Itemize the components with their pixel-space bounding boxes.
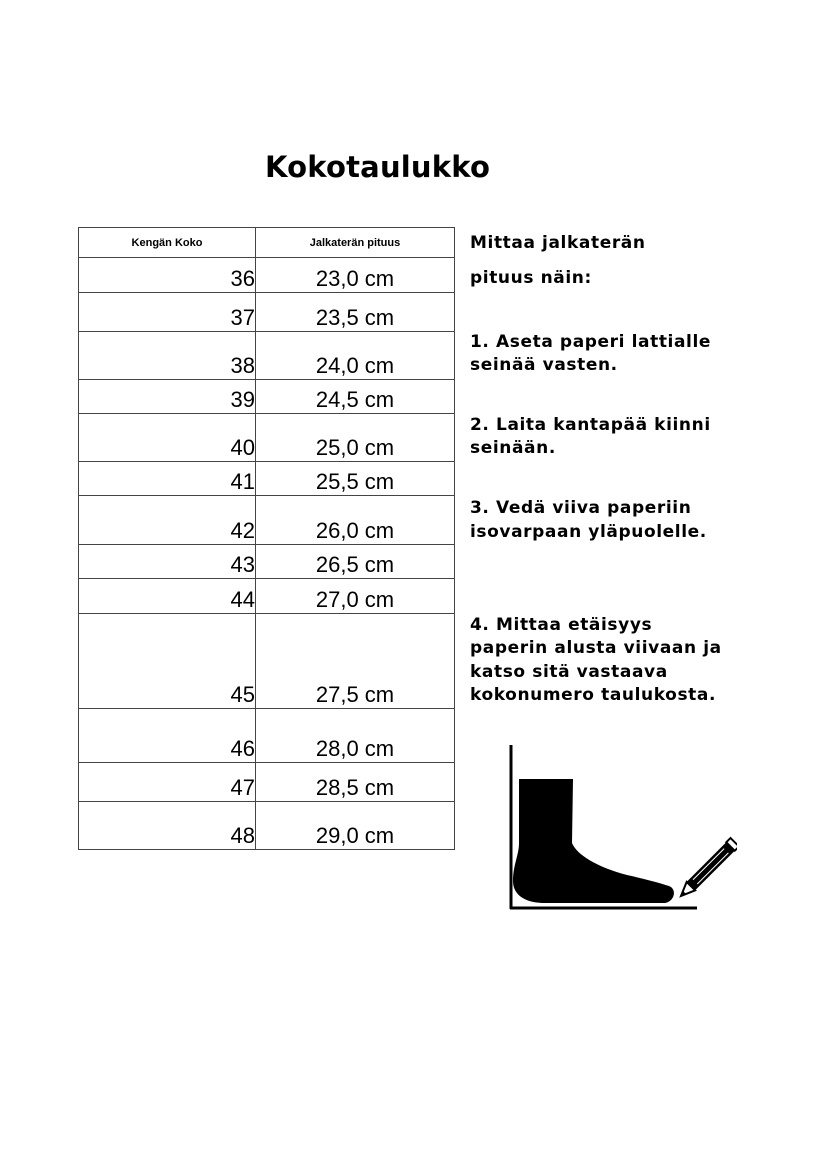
table-row — [79, 496, 455, 545]
foot-length-cell: 28,5 cm — [256, 763, 455, 802]
step-3-line: 3. Vedä viiva paperiin — [470, 498, 692, 518]
shoe-size-cell: 38 — [79, 332, 256, 380]
table-header-row — [79, 228, 455, 258]
table-row — [79, 545, 455, 579]
foot-length-cell: 27,5 cm — [256, 614, 455, 709]
shoe-size-cell: 39 — [79, 380, 256, 414]
step-4-line: kokonumero taulukosta. — [470, 685, 717, 705]
table-row — [79, 380, 455, 414]
table-row — [79, 579, 455, 614]
foot-length-cell: 25,5 cm — [256, 462, 455, 496]
table-row — [79, 414, 455, 462]
foot-length-cell: 24,0 cm — [256, 332, 455, 380]
shoe-size-cell: 47 — [79, 763, 256, 802]
foot-length-cell: 26,5 cm — [256, 545, 455, 579]
foot-length-cell: 27,0 cm — [256, 579, 455, 614]
step-4-line: paperin alusta viivaan ja — [470, 638, 722, 658]
step-4-line: katso sitä vastaava — [470, 662, 668, 682]
table-row — [79, 763, 455, 802]
intro-line: Mittaa jalkaterän — [470, 233, 646, 253]
shoe-size-cell: 36 — [79, 258, 256, 293]
shoe-size-cell: 44 — [79, 579, 256, 614]
table-row — [79, 802, 455, 850]
step-1-line: 1. Aseta paperi lattialle — [470, 332, 712, 352]
size-table — [78, 227, 455, 850]
shoe-size-cell: 40 — [79, 414, 256, 462]
header-foot-length: Jalkaterän pituus — [256, 228, 455, 258]
table-row — [79, 258, 455, 293]
foot-measure-icon — [505, 743, 737, 913]
foot-length-cell: 26,0 cm — [256, 496, 455, 545]
step-4-line: 4. Mittaa etäisyys — [470, 615, 653, 635]
table-row — [79, 332, 455, 380]
step-2-line: 2. Laita kantapää kiinni — [470, 415, 711, 435]
page-title: Kokotaulukko — [265, 150, 491, 184]
table-row — [79, 462, 455, 496]
foot-length-cell: 29,0 cm — [256, 802, 455, 850]
shoe-size-cell: 41 — [79, 462, 256, 496]
table-row — [79, 709, 455, 763]
foot-length-cell: 24,5 cm — [256, 380, 455, 414]
shoe-size-cell: 45 — [79, 614, 256, 709]
foot-length-cell: 23,5 cm — [256, 293, 455, 332]
table-row — [79, 614, 455, 709]
intro-line: pituus näin: — [470, 268, 592, 288]
step-2-line: seinään. — [470, 438, 556, 458]
shoe-size-cell: 43 — [79, 545, 256, 579]
table-row — [79, 293, 455, 332]
foot-length-cell: 25,0 cm — [256, 414, 455, 462]
shoe-size-cell: 37 — [79, 293, 256, 332]
header-shoe-size: Kengän Koko — [79, 228, 256, 258]
shoe-size-cell: 48 — [79, 802, 256, 850]
step-1-line: seinää vasten. — [470, 355, 618, 375]
shoe-size-cell: 46 — [79, 709, 256, 763]
foot-length-cell: 23,0 cm — [256, 258, 455, 293]
shoe-size-cell: 42 — [79, 496, 256, 545]
step-3-line: isovarpaan yläpuolelle. — [470, 522, 707, 542]
foot-length-cell: 28,0 cm — [256, 709, 455, 763]
